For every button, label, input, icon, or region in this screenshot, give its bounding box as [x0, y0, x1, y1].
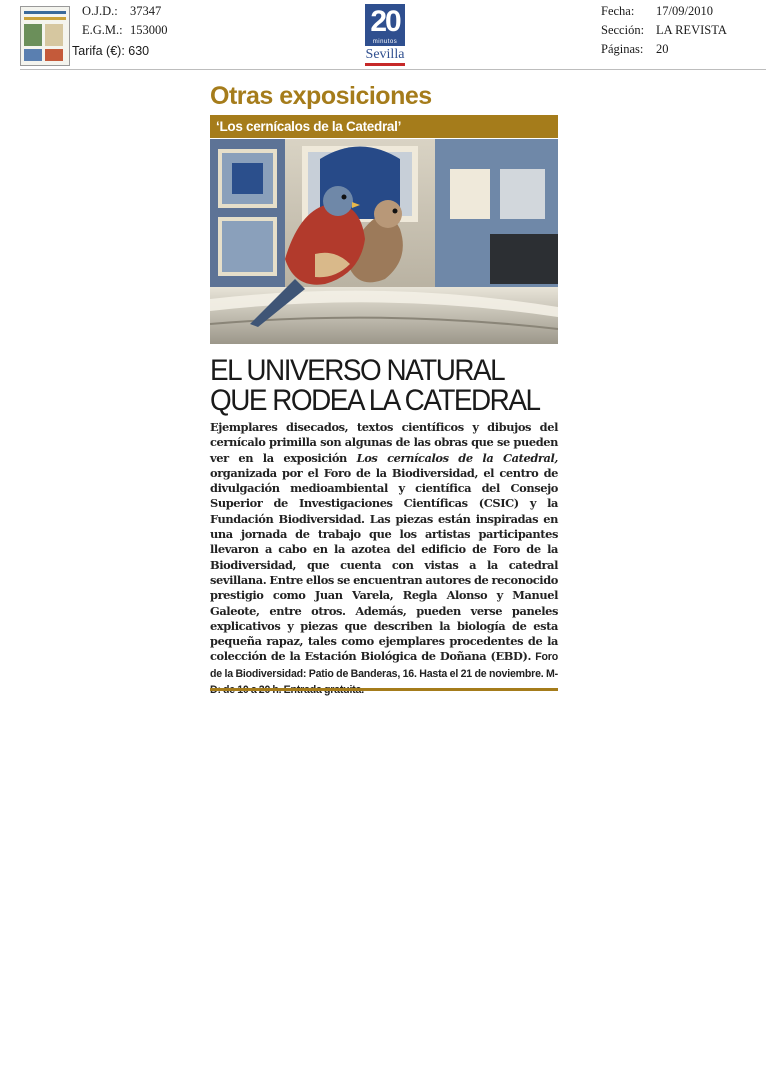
logo-number: 20 [370, 5, 400, 38]
fecha-value: 17/09/2010 [656, 4, 713, 18]
body-text-1: Ejemplares disecados, textos científicos y dibujos del cernícalo primilla son algunas de las obras que se pueden ver en la exposición [210, 420, 558, 465]
tarifa-text: Tarifa (€): 630 [72, 44, 150, 58]
article-headline [210, 354, 540, 417]
newspaper-logo [365, 4, 405, 66]
seccion-label: Sección: [601, 23, 645, 37]
header-divider [20, 69, 766, 70]
logo-underline [365, 63, 405, 66]
body-text-2: organizada por el Foro de la Biodiversidad, el centro de divulgación medioambiental y científica del Consejo Superior de Investigaciones Científicas (CSIC) y la Fundación Biodiversidad. Las piezas están inspiradas en una jornada de trabajo que los artistas participantes llevaron a cabo en la azotea del edificio de Foro de la Biodiversidad, que cuenta con vistas a la catedral sevillana. Entre ellos se encuentran autores de reconocido prestigio como Juan Varela, Regla Alonso y Manuel Galeote, entre otros. Además, pueden verse paneles explicativos y piezas que describen la biología de esta pequeña rapaz, tales como ejemplares procedentes de la colección de la Estación Biológica de Doñana (EBD). [210, 465, 558, 664]
headline-line-2: QUE RODEA LA CATEDRAL [210, 384, 540, 417]
egm-label: E.G.M.: [82, 23, 123, 37]
kestrel-painting-photo [210, 139, 558, 344]
exhibition-info: Foro de la Biodiversidad: Patio de Banderas, 16. Hasta el 21 de noviembre. M- [210, 651, 558, 680]
exhibition-kicker: ‘Los cernícalos de la Catedral’ [210, 115, 558, 138]
logo-box [365, 4, 405, 46]
fecha-label: Fecha: [601, 4, 635, 18]
painting-illustration [210, 139, 558, 344]
section-title: Otras exposiciones [210, 82, 432, 110]
logo-city: Sevilla [365, 47, 405, 62]
article-body [210, 420, 558, 698]
seccion-value: LA REVISTA [656, 23, 727, 37]
ojd-label: O.J.D.: [82, 4, 118, 18]
paginas-label: Páginas: [601, 42, 644, 56]
exhibition-title-italic: Los cernícalos de la Catedral, [356, 450, 558, 465]
ojd-value: 37347 [130, 4, 162, 18]
logo-word: minutos [372, 39, 398, 45]
page-thumbnail [20, 6, 70, 66]
article-bottom-rule [210, 688, 558, 691]
headline-line-1: EL UNIVERSO NATURAL [210, 354, 505, 387]
paginas-value: 20 [656, 42, 669, 56]
egm-value: 153000 [130, 23, 168, 37]
